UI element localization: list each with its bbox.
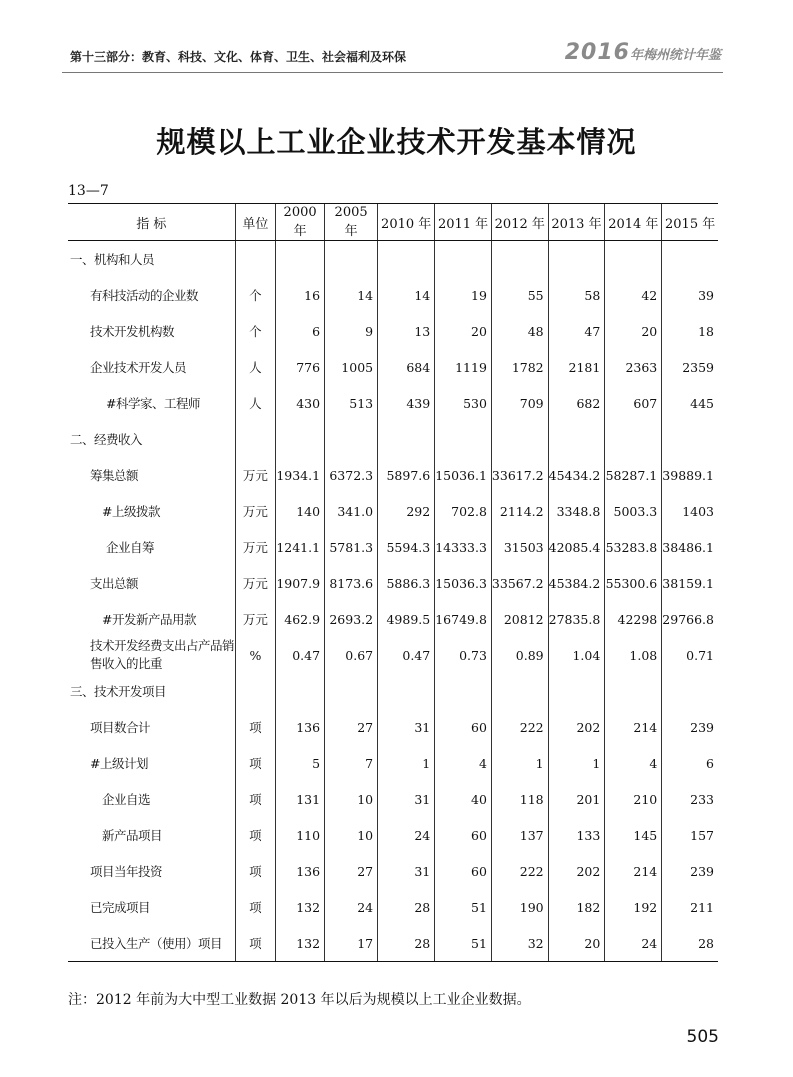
- value-cell: 53283.8: [605, 529, 662, 565]
- value-cell: [662, 673, 718, 709]
- value-cell: 39: [662, 277, 718, 313]
- value-cell: 202: [548, 853, 605, 889]
- column-header: 2013 年: [548, 204, 605, 241]
- value-cell: 140: [276, 493, 325, 529]
- page-title: 规模以上工业企业技术开发基本情况: [156, 125, 637, 159]
- value-cell: 24: [378, 817, 435, 853]
- row-label: 企业技术开发人员: [90, 360, 187, 375]
- yearbook-year: 2016: [564, 40, 630, 65]
- row-label: #上级拨款: [102, 504, 160, 519]
- value-cell: 27: [325, 709, 378, 745]
- table-row: [68, 673, 718, 709]
- value-cell: 682: [548, 385, 605, 421]
- value-cell: 20812: [491, 601, 548, 637]
- value-cell: 4: [605, 745, 662, 781]
- value-cell: 5594.3: [378, 529, 435, 565]
- value-cell: 5003.3: [605, 493, 662, 529]
- table-row: [68, 565, 718, 601]
- value-cell: 0.67: [325, 637, 378, 673]
- value-cell: 45434.2: [548, 457, 605, 493]
- row-label: 一、机构和人员: [70, 252, 155, 267]
- value-cell: 8173.6: [325, 565, 378, 601]
- value-cell: 201: [548, 781, 605, 817]
- row-unit: 项: [235, 709, 275, 745]
- value-cell: 60: [435, 709, 492, 745]
- value-cell: 20: [605, 313, 662, 349]
- row-unit: 人: [235, 349, 275, 385]
- value-cell: [662, 421, 718, 457]
- value-cell: 16: [276, 277, 325, 313]
- value-cell: 38159.1: [662, 565, 718, 601]
- value-cell: 13: [378, 313, 435, 349]
- row-unit: 项: [235, 745, 275, 781]
- row-label: 已完成项目: [90, 900, 151, 915]
- row-unit: 项: [235, 925, 275, 962]
- table-row: [68, 925, 718, 962]
- table-row: [68, 853, 718, 889]
- value-cell: [378, 673, 435, 709]
- value-cell: [435, 673, 492, 709]
- page-number: 505: [686, 1027, 719, 1047]
- table-row: [68, 349, 718, 385]
- value-cell: 31503: [491, 529, 548, 565]
- value-cell: 292: [378, 493, 435, 529]
- value-cell: [325, 241, 378, 278]
- value-cell: 0.47: [276, 637, 325, 673]
- value-cell: 4: [435, 745, 492, 781]
- row-unit: 万元: [235, 493, 275, 529]
- table-row: [68, 529, 718, 565]
- value-cell: 190: [491, 889, 548, 925]
- table-row: [68, 421, 718, 457]
- value-cell: 513: [325, 385, 378, 421]
- value-cell: 24: [325, 889, 378, 925]
- value-cell: 211: [662, 889, 718, 925]
- column-header: 2011 年: [435, 204, 492, 241]
- value-cell: 40: [435, 781, 492, 817]
- value-cell: [378, 241, 435, 278]
- row-label: 企业自筹: [106, 540, 155, 555]
- value-cell: [491, 241, 548, 278]
- value-cell: 58: [548, 277, 605, 313]
- table-row: [68, 385, 718, 421]
- header-row: [68, 204, 718, 241]
- value-cell: [605, 421, 662, 457]
- value-cell: 3348.8: [548, 493, 605, 529]
- value-cell: 60: [435, 817, 492, 853]
- table-row: [68, 601, 718, 637]
- row-label: #科学家、工程师: [106, 396, 200, 411]
- value-cell: 607: [605, 385, 662, 421]
- value-cell: [605, 241, 662, 278]
- value-cell: 28: [378, 889, 435, 925]
- value-cell: 15036.3: [435, 565, 492, 601]
- value-cell: 1: [548, 745, 605, 781]
- value-cell: 131: [276, 781, 325, 817]
- row-unit: 万元: [235, 529, 275, 565]
- value-cell: 55300.6: [605, 565, 662, 601]
- table-row: [68, 493, 718, 529]
- value-cell: 222: [491, 853, 548, 889]
- value-cell: 2363: [605, 349, 662, 385]
- value-cell: 2114.2: [491, 493, 548, 529]
- value-cell: 42: [605, 277, 662, 313]
- value-cell: 6372.3: [325, 457, 378, 493]
- value-cell: [276, 673, 325, 709]
- row-label: 技术开发经费支出占产品销售收入的比重: [90, 638, 235, 671]
- value-cell: [378, 421, 435, 457]
- column-header: 2000 年: [276, 204, 325, 241]
- column-header: 2012 年: [491, 204, 548, 241]
- column-header: 2014 年: [605, 204, 662, 241]
- value-cell: 9: [325, 313, 378, 349]
- table-row: [68, 817, 718, 853]
- value-cell: 20: [435, 313, 492, 349]
- row-unit: 项: [235, 781, 275, 817]
- value-cell: [662, 241, 718, 278]
- value-cell: 222: [491, 709, 548, 745]
- value-cell: 684: [378, 349, 435, 385]
- value-cell: 210: [605, 781, 662, 817]
- value-cell: 0.47: [378, 637, 435, 673]
- value-cell: 2181: [548, 349, 605, 385]
- column-header: 2015 年: [662, 204, 718, 241]
- value-cell: 1782: [491, 349, 548, 385]
- value-cell: 1.04: [548, 637, 605, 673]
- value-cell: 39889.1: [662, 457, 718, 493]
- value-cell: 0.89: [491, 637, 548, 673]
- value-cell: 27: [325, 853, 378, 889]
- value-cell: 239: [662, 853, 718, 889]
- value-cell: 27835.8: [548, 601, 605, 637]
- column-header: 2005 年: [325, 204, 378, 241]
- value-cell: 136: [276, 853, 325, 889]
- column-header: 2010 年: [378, 204, 435, 241]
- row-label: 新产品项目: [102, 828, 163, 843]
- value-cell: 6: [662, 745, 718, 781]
- table-row: [68, 781, 718, 817]
- value-cell: 7: [325, 745, 378, 781]
- value-cell: 42298: [605, 601, 662, 637]
- value-cell: 14333.3: [435, 529, 492, 565]
- value-cell: 31: [378, 853, 435, 889]
- value-cell: 132: [276, 925, 325, 962]
- value-cell: [325, 673, 378, 709]
- table-row: [68, 745, 718, 781]
- value-cell: 16749.8: [435, 601, 492, 637]
- value-cell: 24: [605, 925, 662, 962]
- row-label: 筹集总额: [90, 468, 139, 483]
- value-cell: 51: [435, 889, 492, 925]
- value-cell: 48: [491, 313, 548, 349]
- value-cell: 20: [548, 925, 605, 962]
- value-cell: 2693.2: [325, 601, 378, 637]
- value-cell: 1119: [435, 349, 492, 385]
- row-label: 项目当年投资: [90, 864, 163, 879]
- table-row: [68, 637, 718, 673]
- value-cell: 42085.4: [548, 529, 605, 565]
- value-cell: 15036.1: [435, 457, 492, 493]
- value-cell: 29766.8: [662, 601, 718, 637]
- value-cell: 10: [325, 781, 378, 817]
- value-cell: [491, 421, 548, 457]
- value-cell: 233: [662, 781, 718, 817]
- row-unit: 个: [235, 313, 275, 349]
- value-cell: [325, 421, 378, 457]
- row-unit: [235, 241, 275, 278]
- row-unit: 万元: [235, 601, 275, 637]
- header-divider: [62, 72, 723, 73]
- value-cell: [548, 421, 605, 457]
- value-cell: 145: [605, 817, 662, 853]
- value-cell: 776: [276, 349, 325, 385]
- row-label: 三、技术开发项目: [70, 684, 167, 699]
- value-cell: 214: [605, 709, 662, 745]
- row-label: 有科技活动的企业数: [90, 288, 199, 303]
- footnote: 注：2012 年前为大中型工业数据 2013 年以后为规模以上工业企业数据。: [68, 992, 531, 1008]
- value-cell: 0.73: [435, 637, 492, 673]
- value-cell: 58287.1: [605, 457, 662, 493]
- value-cell: 31: [378, 709, 435, 745]
- row-label: #上级计划: [90, 756, 148, 771]
- table-row: [68, 277, 718, 313]
- value-cell: [276, 421, 325, 457]
- value-cell: 1: [378, 745, 435, 781]
- row-label: 二、经费收入: [70, 432, 143, 447]
- value-cell: [435, 421, 492, 457]
- value-cell: 439: [378, 385, 435, 421]
- value-cell: 1: [491, 745, 548, 781]
- table-row: [68, 241, 718, 278]
- value-cell: 1.08: [605, 637, 662, 673]
- value-cell: [491, 673, 548, 709]
- value-cell: 430: [276, 385, 325, 421]
- table-row: [68, 313, 718, 349]
- value-cell: 60: [435, 853, 492, 889]
- value-cell: 137: [491, 817, 548, 853]
- value-cell: 1241.1: [276, 529, 325, 565]
- value-cell: 33567.2: [491, 565, 548, 601]
- row-label: 已投入生产（使用）项目: [68, 925, 235, 962]
- value-cell: 10: [325, 817, 378, 853]
- value-cell: 702.8: [435, 493, 492, 529]
- value-cell: 341.0: [325, 493, 378, 529]
- value-cell: 55: [491, 277, 548, 313]
- value-cell: [548, 673, 605, 709]
- value-cell: 118: [491, 781, 548, 817]
- row-label: 项目数合计: [90, 720, 151, 735]
- value-cell: 0.71: [662, 637, 718, 673]
- row-label: #开发新产品用款: [102, 612, 196, 627]
- value-cell: 4989.5: [378, 601, 435, 637]
- table-row: [68, 709, 718, 745]
- table-number: 13—7: [68, 183, 109, 199]
- value-cell: [605, 673, 662, 709]
- row-label: 技术开发机构数: [90, 324, 175, 339]
- value-cell: 28: [378, 925, 435, 962]
- yearbook-title: [565, 40, 721, 65]
- value-cell: 51: [435, 925, 492, 962]
- column-header: 指 标: [68, 204, 235, 241]
- row-unit: [235, 673, 275, 709]
- row-unit: [235, 421, 275, 457]
- value-cell: 192: [605, 889, 662, 925]
- value-cell: 214: [605, 853, 662, 889]
- value-cell: 5886.3: [378, 565, 435, 601]
- value-cell: 133: [548, 817, 605, 853]
- value-cell: 32: [491, 925, 548, 962]
- value-cell: 530: [435, 385, 492, 421]
- value-cell: [548, 241, 605, 278]
- value-cell: 14: [325, 277, 378, 313]
- value-cell: 1907.9: [276, 565, 325, 601]
- row-unit: 项: [235, 853, 275, 889]
- value-cell: 6: [276, 313, 325, 349]
- value-cell: [435, 241, 492, 278]
- value-cell: 1934.1: [276, 457, 325, 493]
- row-label: 支出总额: [90, 576, 139, 591]
- value-cell: 17: [325, 925, 378, 962]
- value-cell: 5897.6: [378, 457, 435, 493]
- value-cell: 136: [276, 709, 325, 745]
- value-cell: 47: [548, 313, 605, 349]
- column-header: 单位: [235, 204, 275, 241]
- value-cell: 239: [662, 709, 718, 745]
- value-cell: 5: [276, 745, 325, 781]
- value-cell: 157: [662, 817, 718, 853]
- row-unit: %: [235, 637, 275, 673]
- value-cell: 5781.3: [325, 529, 378, 565]
- value-cell: 110: [276, 817, 325, 853]
- value-cell: 132: [276, 889, 325, 925]
- value-cell: 14: [378, 277, 435, 313]
- value-cell: 38486.1: [662, 529, 718, 565]
- value-cell: 18: [662, 313, 718, 349]
- row-unit: 万元: [235, 457, 275, 493]
- row-unit: 人: [235, 385, 275, 421]
- value-cell: 31: [378, 781, 435, 817]
- table-row: [68, 457, 718, 493]
- value-cell: 28: [662, 925, 718, 962]
- value-cell: 1403: [662, 493, 718, 529]
- value-cell: [276, 241, 325, 278]
- row-unit: 项: [235, 817, 275, 853]
- yearbook-name: 年梅州统计年鉴: [629, 48, 721, 63]
- table-row: [68, 889, 718, 925]
- value-cell: 445: [662, 385, 718, 421]
- value-cell: 202: [548, 709, 605, 745]
- value-cell: 709: [491, 385, 548, 421]
- value-cell: 462.9: [276, 601, 325, 637]
- value-cell: 19: [435, 277, 492, 313]
- section-header: 第十三部分：教育、科技、文化、体育、卫生、社会福利及环保: [70, 50, 407, 64]
- value-cell: 33617.2: [491, 457, 548, 493]
- row-unit: 万元: [235, 565, 275, 601]
- value-cell: 45384.2: [548, 565, 605, 601]
- value-cell: 182: [548, 889, 605, 925]
- row-unit: 项: [235, 889, 275, 925]
- row-unit: 个: [235, 277, 275, 313]
- data-table: [68, 203, 718, 962]
- value-cell: 1005: [325, 349, 378, 385]
- row-label: 企业自选: [102, 792, 151, 807]
- value-cell: 2359: [662, 349, 718, 385]
